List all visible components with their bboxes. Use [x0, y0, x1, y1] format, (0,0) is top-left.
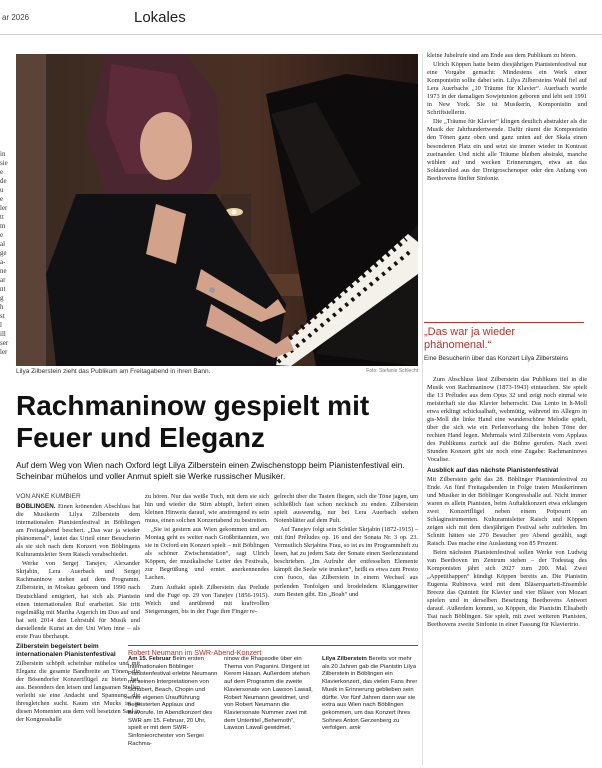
infobox-column-1: Am 15. Februar Beim ersten Internationalen Böblinger Pianistenfestival erlebte Neumann mit seinen Interpretationen von Schubert, Beach, Chopin und einer eigenen Uraufführung begeisterten Applaus und Bravorufe. Im Abendkonzert des SWR am 15. Februar, 20 Uhr, spielt er mit dem SWR-Sinfonieorchester von Sergei Rachma-: [128, 656, 218, 747]
cropped-text-fragment: sie: [0, 159, 8, 167]
article-column-2: [145, 493, 269, 641]
cropped-text-fragment: m: [0, 222, 6, 230]
cropped-text-fragment: de: [0, 177, 7, 185]
cropped-text-fragment: st: [0, 312, 5, 320]
paragraph: gelrecht über die Tasten fliegen, sich die Töne jagen, um schließlich fast schon neckisch zu enden. Zilberstein spielt auswendig, nur bei Lera Auerbach stehen Notenblätter auf dem Pult.: [274, 493, 418, 525]
cropped-text-fragment: ler: [0, 348, 8, 356]
article-column-4b: [427, 376, 587, 766]
subheading: Ausblick auf das nächste Pianistenfestival: [427, 466, 559, 474]
paragraph: BÖBLINGEN. Einen krönenden Abschluss hat die Musikerin Lilya Zilberstein dem internationalen Pianistenfestival in Böblingen am Freitagabend beschert. „Das war ja wieder phänomenal“, lautet das Urteil einer Besucherin als sie sich nach dem Konzert von Böblingens Kulturamtsleiter Sven Raisch verabschiedet.: [16, 503, 140, 559]
headline-line-1: Rachmaninow gespielt mit: [16, 390, 370, 421]
cropped-text-fragment: tt: [0, 213, 4, 221]
cropped-text-fragment: u: [0, 186, 4, 194]
cropped-text-fragment: l: [0, 321, 2, 329]
article-headline: [16, 390, 418, 454]
paragraph: Beim nächsten Pianistenfestival sollen Werke von Ludwig van Beethoven im Zentrum stehen – der Todestag des Komponisten jährt sich 2027 zum 200. Mal. Zwei „Appetithappen“ kündigt Köppen bereits an. Die Pianistin Eugenia Rubinova wird mit dem Bläserquartett-Ensemble Breeze das Quintett für Klavier und vier Bläser von Mozart spielen und in derselben Besetzung Beethovens Antwort darauf. Außerdem kommt, so Köppen, die Pianistin Elisabeth Tsai nach Böblingen. Sie spielt, mit zwei weiteren Pianisten, Beethovens zweite Sinfonie in einer Fassung für Klaviertrio.: [427, 548, 587, 629]
cropped-text-fragment: e: [0, 168, 4, 176]
page-header: [0, 0, 602, 35]
cropped-text-fragment: ser: [0, 339, 9, 347]
paragraph: Mit Zilberstein geht das 28. Böblinger Pianistenfestival zu Ende. An fünf Freitagabenden in Folge traten Musikerinnen und Musiker in der Böblinger Kongresshalle auf. Nicht immer waren es allein Pianisten, beim Auftaktkonzert etwa erklangen zwei Konzertflügel neben einem Potpourri an Schlaginstrumenten. Kulturamtsleiter Raisch und Köppen zeigen sich mit dem diesjährigen Festival sehr zufrieden. Im Schnitt hätten sie 270 Besucher pro Abend gezählt, sagt Raisch. Das mache eine Auslastung von 85 Prozent.: [427, 475, 587, 547]
cropped-text-fragment: ne: [0, 267, 7, 275]
pull-quote-text: „Das war ja wieder phänomenal.“: [424, 326, 516, 351]
infobox-column-3: Lilya Zilberstein Bereits vor mehr als 20 Jahren gab die Pianistin Lilya Zilberstein in Böblingen ein Klavierkonzert, das vielen Fans ihrer Musik in Erinnerung geblieben sein dürfte. Vor fünf Jahren dann war sie extra aus Wien nach Böblingen gekommen, um das Konzert ihres Sohnes Anton Gerzenberg zu verfolgen. amk: [322, 656, 418, 732]
pianist-photo: [16, 54, 418, 366]
infobox-title: Robert Neumann im SWR-Abend-Konzert: [128, 645, 418, 657]
article-column-4: [427, 52, 587, 320]
standfirst: Auf dem Weg von Wien nach Oxford legt Lilya Zilberstein einen Zwischenstopp beim Pianistenfestival ein. Scheinbar mühelos und voller Anmut spielt sie Werke russischer Musiker.: [16, 460, 405, 481]
cropped-text-fragment: ge: [0, 249, 7, 257]
article-photo: [16, 54, 418, 366]
headline-line-2: Feuer und Eleganz: [16, 422, 265, 453]
paragraph: Zum Auftakt spielt Zilberstein das Prelude und die Fuge op. 29 von Tanejev (1856-1915). Weich und anrührend mit kraftvollen Steigerungen, bis in der Fuge ihre Finger re-: [145, 583, 269, 615]
issue-date: ar 2026: [2, 13, 30, 22]
column-divider: [422, 54, 423, 766]
paragraph: Ulrich Köppen hatte beim diesjährigen Pianistenfestival nur eine Vorgabe gemacht: Mindestens ein Werk einer Komponistin sollte dabei sein. Lilya Zilbersteins Wahl fiel auf Lera Auerbachs „10 Träume für Klavier“. Auerbach wurde 1973 in der damaligen Sowjetunion geboren und lebt seit 1991 in New York. Sie ist Musikerin, Komponistin und Schriftstellerin.: [427, 61, 587, 117]
subheading: Zilberstein begeistert beim internationalen Pianistenfestival: [16, 642, 116, 658]
article-column-1: [16, 503, 140, 766]
dateline: BÖBLINGEN.: [16, 503, 56, 510]
cropped-left-column: [0, 150, 12, 357]
byline: VON ANKE KUMBIER: [16, 493, 81, 500]
photo-caption: [16, 368, 418, 375]
paragraph: Die „Träume für Klavier“ klingen deutlich abstrakter als die Musik der Jahrhundertwende. Dafür räumt die Komponistin den Tönen ganz oben und ganz unten auf der Skala einen besonderen Platz ein und setzt sie immer wieder in Kontrast zueinander. Und nicht alle Träume bleiben abstrakt, manche wühlen auf und wecken Erinnerungen, etwa an das Soldatenlied aus der Dreigroschenoper oder den Anfang von Beethovens fünfter Sinfonie.: [427, 118, 587, 182]
paragraph: Werke von Sergej Tanejev, Alexander Skrjabin, Lera Auerbach und Sergej Rachmaninow stehen auf dem Programm. Zilberstein, in Moskau geboren und 1990 nach Deutschland emigriert, hat sich als Pianistin einen internationalen Ruf erarbeitet. Sie tritt regelmäßig mit Martha Argerich im Duo auf und hat seit 2014 den Lehrstuhl für Musik und darstellende Kunst an der Uni Wien inne – als erste Frau überhaupt.: [16, 560, 140, 640]
pull-quote-source: Eine Besucherin über das Konzert Lilya Zilbersteins: [424, 355, 569, 362]
cropped-text-fragment: a-: [0, 258, 6, 266]
section-title: Lokales: [134, 9, 186, 26]
paragraph: „Sie ist gestern aus Wien gekommen und am Montag geht es weiter nach Großbritannien, wo sie in Oxford ein Konzert spielt – mit Böblingen als schöner Zwischenstation“, sagt Ulrich Köppen, der musikalische Leiter des Festivals, zur Begrüßung und erntet anerkennendes Lachen.: [145, 526, 269, 582]
photo-credit: Foto: Stefanie Schlecht: [366, 368, 418, 374]
paragraph: Auf Tanejev folgt sein Schüler Skrjabin (1872-1915) – mit fünf Préludes op. 16 und der Sonata Nr. 3 op. 23. Vermutlich Skrjabins Frau, so ist es im Programmheft zu lesen, hat zu jedem Satz der Sonate einen Seelenzustand beschrieben. „Im Aufruhr der entfesselten Elemente kämpft die Seele wie trunken“, heißt es etwa zum Presto con fuoco, das Zilberstein in einem Wechsel aus perlenden Tonfolgen und brodelndem Klanggewitter zum Besten gibt. Ein „Boah“ und: [274, 526, 418, 598]
paragraph: zu hören. Nur das weiße Tuch, mit dem sie sich hin und wieder die Stirn abtupft, liefert einen kleinen Hinweis darauf, wie anstrengend es sein muss, einen solchen Konzertabend zu bestreiten.: [145, 493, 269, 525]
cropped-text-fragment: e: [0, 195, 4, 203]
cropped-text-fragment: nt: [0, 285, 6, 293]
article-column-3: [274, 493, 418, 641]
paragraph: kleine Jubelrufe sind am Ende aus dem Publikum zu hören.: [427, 52, 577, 59]
paragraph: Zilberstein schöpft scheinbar mühelos und mit Eleganz die gesamte Bandbreite an Tönen, die der Bösendorfer Konzertflügel zu bieten hat, aus. Besonders den leisen und langsamen Stellen verleiht sie eine Andacht und Spannung, die ihresgleichen sucht. Kaum ein Mucks ist in diesen Momenten aus dem voll besetzten Saal in der Kongresshalle: [16, 659, 140, 724]
cropped-text-fragment: al: [0, 240, 6, 248]
cropped-text-fragment: ar: [0, 276, 6, 284]
cropped-text-fragment: e: [0, 231, 4, 239]
cropped-text-fragment: in: [0, 150, 6, 158]
paragraph: Zum Abschluss lässt Zilberstein das Publikum tief in die Musik von Rachmaninow (1873-1943) eintauchen. Sie spielt die 13 Préludes aus dem Opus 32 und zeigt noch einmal wie meisterhaft sie das Klavier beherrscht. Das Lento in h-Moll etwa erklingt schicksalhaft, wehmütig, während im Allegro in gis-Moll die linke Hand eine wunderschöne Melodie spielt, über die sich wie ein Perlenvorhang die hohen Töne der rechten Hand legen. Mehrmals wird Zilberstein vom Applaus des Publikums zurück auf die Bühne gerufen. Nach zwei Stunden Konzert gibt sie noch eine Zugabe: Rachmaninows Vocalise.: [427, 376, 587, 464]
caption-text: Lilya Zilberstein zieht das Publikum am Freitagabend in ihren Bann.: [16, 368, 211, 375]
infobox-column-2: ninow die Rhapsodie über ein Thema von Paganini. Dirigent ist Kerem Hasan. Außerdem stehen auf dem Programm die zweite Klaviersonate von Lawson Lawall, Robert Neumann gewidmet, und von Robert Neumann die Klaviersonate Nummer zwei mit dem Untertitel „Behemoth“, Lawson Lawall gewidmet.: [224, 656, 313, 732]
cropped-text-fragment: g: [0, 294, 4, 302]
cropped-text-fragment: ill: [0, 330, 6, 338]
pull-quote: [424, 322, 584, 363]
cropped-text-fragment: h: [0, 303, 4, 311]
cropped-text-fragment: ler: [0, 204, 8, 212]
